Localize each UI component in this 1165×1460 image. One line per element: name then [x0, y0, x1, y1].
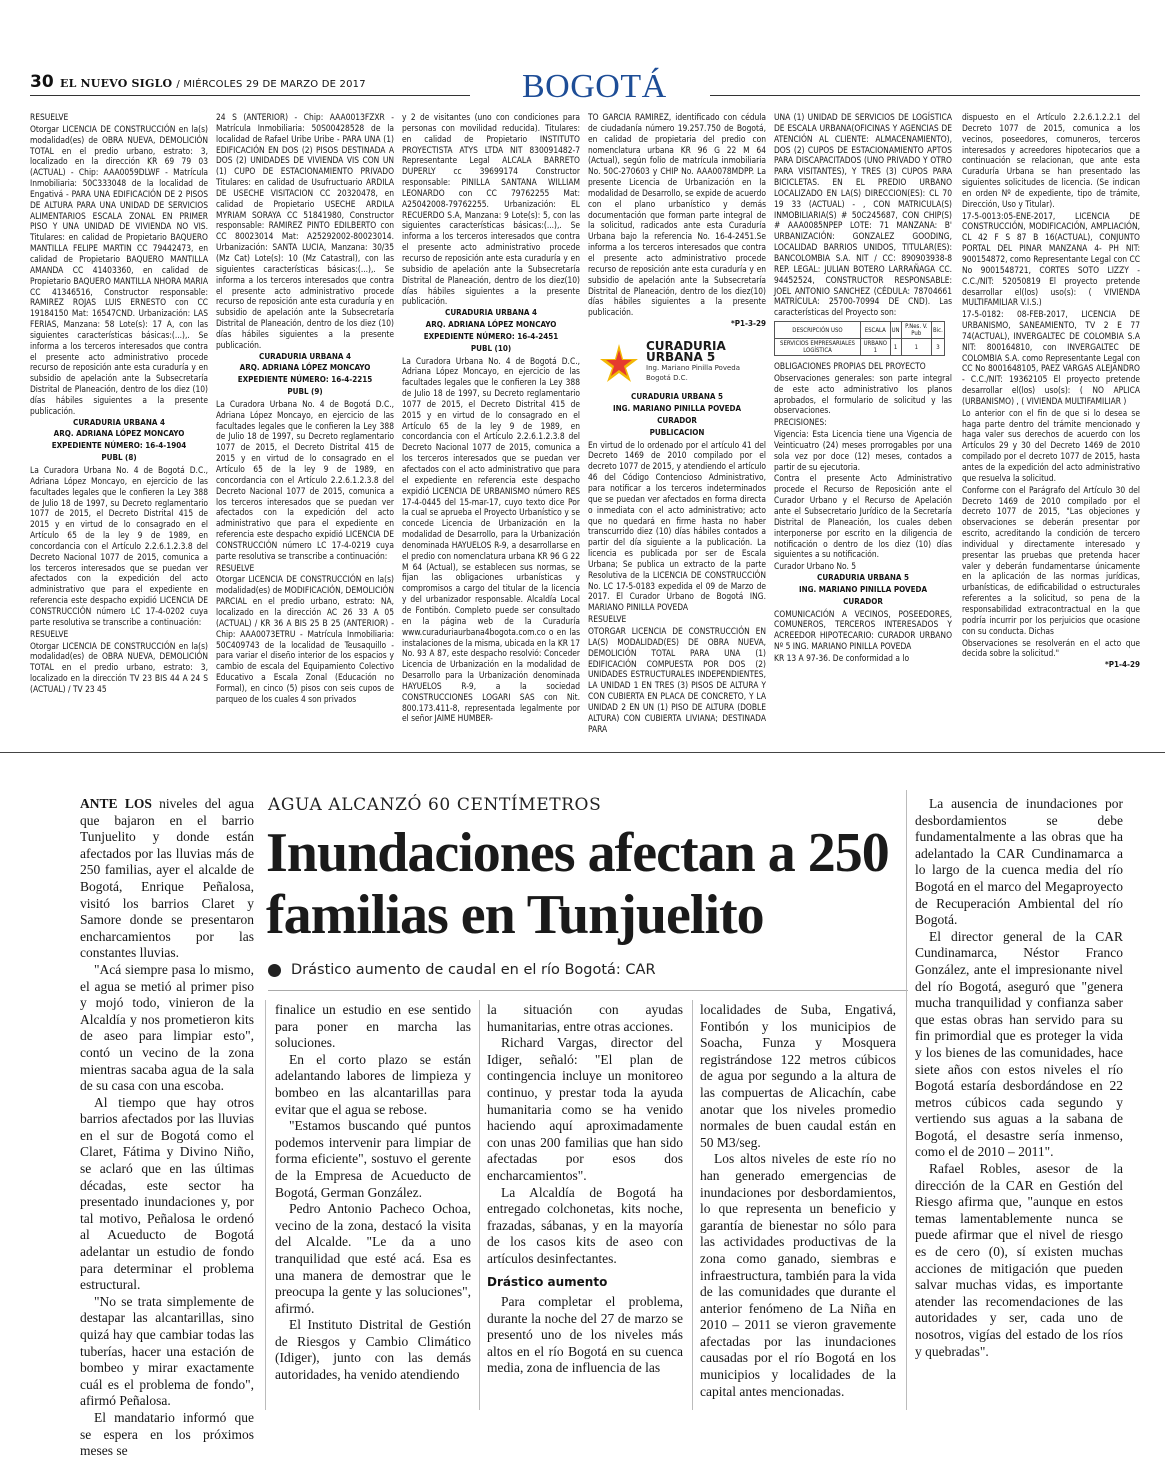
newspaper-title: EL NUEVO SIGLO: [60, 77, 173, 90]
notice-paragraph: RESUELVE: [30, 628, 69, 639]
header-rule-left: [30, 95, 470, 96]
notice-paragraph: RESUELVE: [588, 614, 627, 625]
notice-paragraph: PRECISIONES:: [774, 417, 827, 428]
notice-paragraph: EXPEDIENTE NÚMERO: 16-4-1904: [51, 441, 187, 451]
article-column-5: [915, 796, 1123, 1416]
article-paragraph: Rafael Robles, asesor de la dirección de la CAR en Gestión del Riesgo afirma que, "aunque en estos temas lamentablemente nunca se puede afirmar que el nivel de riesgo es de cero (0), sí existen muchas acciones de mitigación que pueden salvar muchas vidas, es importante atender las recomendaciones de las autoridades y ser, cada uno de nosotros, vigías del estado de los ríos y quebradas".: [915, 1161, 1123, 1359]
notice-paragraph: UNA (1) UNIDAD DE SERVICIOS DE LOGÍSTICA DE ESCALA URBANA(OFICINAS Y AGENCIAS DE ATENCIÓN AL CLIENTE: ALMACENAMIENTO), DOS (2) CUPOS DE ESTACIONAMIENTO APTOS PARA DISCAPACITADOS (UNO PRIVADO Y OTRO PARA VISITANTES), Y TRES (3) CUPOS PARA BICICLETAS. EN EL PREDIO URBANO LOCALIZADO EN LA(S) DIRECCION(ES): CL 70 19 33 (ACTUAL) - , CON MATRICULA(S) INMOBILIARIA(S) # 50C245687, CON CHIP(S) # AAA0085NPEP LOTE: 71 MANZANA: B' URBANIZACIÓN: GONZALEZ GOODING, LOCALIDAD BARRIOS UNIDOS, TITULAR(ES): BANCOLOMBIA S.A. NIT / CC: 890903938-8 REP. LEGAL: JULIAN BOTERO LARRAÑAGA CC. 94452524, CONSTRUCTOR RESPONSABLE: JOEL ANTONIO SANCHEZ (CÉDULA: 78704661 MATRÍCULA: 25700-70994 DE CND). Las características del Proyecto son:: [774, 112, 952, 318]
table-cell: 3: [931, 339, 944, 356]
notice-paragraph: Vigencia: Esta Licencia tiene una Vigencia de Veinticuatro (24) meses prorrogables por una sola vez por doce (12) meses, contados a partir de su ejecutoria.: [774, 429, 952, 472]
article-column-2: [275, 1002, 471, 1422]
article-subheadline: [268, 962, 656, 978]
notice-paragraph: CURADOR: [657, 415, 697, 425]
table-header-cell: DESCRIPCIÓN USO: [775, 322, 861, 339]
notice-column-3: [402, 112, 580, 744]
notice-paragraph: 17-5-0013:05-ENE-2017, LICENCIA DE CONSTRUCCIÓN, MODIFICACIÓN, AMPLIACIÓN, CL 42 F S 87 B 16(ACTUAL), CONJUNTO PORTAL DEL PINAR MANZANA 4- PH NIT: 900154872, como Representante Legal con CC No 9001548721, CORTES SOTO LIZZY - C.C./NIT: 52050819 El proyecto pretende desarrollar el(los) uso(s): ( VIVIENDA MULTIFAMILIAR V.I.S.): [962, 210, 1140, 308]
column-rule: [692, 1000, 693, 1410]
curaduria-star-icon: [598, 342, 640, 384]
article-paragraph: El mandatario informó que se espera en los próximos meses se: [80, 1409, 254, 1459]
notice-paragraph: *P1-4-29: [1104, 660, 1140, 670]
article-paragraph: Los altos niveles de este río no han generado emergencias de inundaciones por desbordamientos, lo que representa un beneficio y garantía de bienestar no sólo para las actividades productivas de la zona como ganado, siembras e infraestructura, también para la vida de las comunidades que durante el anterior fenómeno de La Niña en 2010 – 2011 se vieron gravemente afectadas por las inundaciones causadas por el río Bogotá en los municipios y localidades de la capital antes mencionadas.: [700, 1151, 896, 1399]
column-rule: [265, 1000, 266, 1410]
article-paragraph: Richard Vargas, director del Idiger, señaló: "El plan de contingencia incluye un monitoreo continuo, y prestar toda la ayuda humanitaria como se ha venido haciendo aquí aproximadamente con unas 200 familias que han sido afectadas por esos dos encharcamientos".: [487, 1035, 683, 1183]
notice-paragraph: ARQ. ADRIANA LÓPEZ MONCAYO: [239, 363, 371, 373]
notice-paragraph: CURADURIA URBANA 4: [445, 308, 537, 318]
notice-column-1: [30, 112, 208, 744]
notice-paragraph: En virtud de lo ordenado por el artículo 41 del Decreto 1469 de 2010 compilado por el decreto 1077 de 2015, y atendiendo el artículo 46 del Código Contencioso Administrativo, para notificar a los terceros indeterminados que se puedan ver afectados en forma directa o inmediata con el acto administrativo; acto que no quedará en firme hasta no haber transcurrido diez (10) días hábiles contados a partir del día siguiente a la publicación. La licencia es publicada por ser de Escala Urbana; Se publica un extracto de la parte Resolutiva de la LICENCIA DE CONSTRUCCIÓN No. LC 17-5-0183 expedida el 09 de Marzo de 2017. El Curador Urbano de Bogotá ING. MARIANO PINILLA POVEDA: [588, 439, 766, 613]
notice-paragraph: OTORGAR LICENCIA DE CONSTRUCCIÓN EN LA(S) MODALIDAD(ES) DE OBRA NUEVA, DEMOLICIÓN TOTAL PARA UNA (1) EDIFICACIÓN COMPUESTA POR DOS (2) UNIDADES ESTRUCTURALES INDEPENDIENTES, LA UNIDAD 1 EN TRES (3) PISOS DE ALTURA Y CON CUBIERTA EN PLACA DE CONCRETO, Y LA UNIDAD 2 EN UN (1) PISO DE ALTURA (DOBLE ALTURA) CON CUBIERTA LIVIANA; DESTINADA PARA: [588, 625, 766, 734]
notice-column-2: [216, 112, 394, 744]
table-cell: URBANO 1: [860, 339, 890, 356]
notice-paragraph: Observaciones generales: son parte integral de este acto administrativo los planos aprobados, el formulario de solicitud y las observaciones.: [774, 372, 952, 416]
notice-paragraph: La Curadora Urbana No. 4 de Bogotá D.C., Adriana López Moncayo, en ejercicio de las facultades legales que le confieren la Ley 388 de Julio 18 de 1997, su Decreto reglamentario 1077 de 2015, el Decreto Distrital 415 de 2015 y en virtud de lo consagrado en el Artículo 65 de la ley 9 de 1989, en concordancia con el Artículo 2.2.6.1.2.3.8 del Decreto Nacional 1077 de 2015, comunica a los terceros interesados que se puedan ver afectados con el acto administrativo que para el expediente en referencia este despacho expidió LICENCIA DE URBANISMO número RES 17-4-0445 del 15-mar-17, cuyo texto dice Por la cual se aprueba el Proyecto Urbanístico y se concede Licencia de Urbanización en la modalidad de Desarrollo, para la Urbanización denominada HAYUELOS R-9, a desarrollarse en el predio con nomenclatura urbana KR 96 G 22 M 64 (Actual), se establecen sus normas, se fijan las obligaciones urbanísticas y compromisos a cargo del titular de la licencia y del urbanizador responsable. Alcaldía Local de Fontibón. Completo puede ser consultado en la página web de la Curaduría www.curaduriaurbana4bogota.com.co o en las instalaciones de la misma, ubicada en la KR 17 No. 93 A 87, este despacho resolvió: Conceder Licencia de Urbanización en la modalidad de Desarrollo para la Urbanización denominada HAYUELOS R-9, a la sociedad CONSTRUCCIONES LOGARI SAS con Nit. 800.173.411-8, representada legalmente por el señor JAIME HUMBER-: [402, 355, 580, 724]
notice-paragraph: RESUELVE: [216, 562, 255, 573]
table-cell: SERVICIOS EMPRESARIALES LOGÍSTICA: [775, 339, 861, 356]
notice-paragraph: CURADOR: [843, 596, 883, 606]
notice-paragraph: Otorgar LICENCIA DE CONSTRUCCIÓN en la(s) modalidad(es) de MODIFICACIÓN, DEMOLICIÓN PARCIAL en el predio urbano, estrato: NA, localizado en la dirección AC 26 33 A 05 (ACTUAL) / KR 36 A BIS 25 B 25 (ANTERIOR) - Chip: AAA0073ETRU - Matrícula Inmobiliaria: 50C409743 de la localidad de Teusaquillo - para variar el diseño interior de los espacios y cambio de escala del Equipamiento Colectivo Educativo a Escala Zonal (Educación no Formal), en cinco (5) pisos con seis cupos de parqueo de los cuales 4 son privados: [216, 574, 394, 704]
subheadline-rule: [268, 990, 908, 991]
table-header-cell: ESCALA: [860, 322, 890, 339]
curaduria-logo: [588, 331, 766, 392]
notice-paragraph: Observaciones se resolverán en el acto que decida sobre la solicitud.": [962, 637, 1140, 659]
logo-title: CURADURIA URBANA 5: [646, 338, 726, 364]
column-rule: [906, 790, 907, 1410]
article-paragraph: La ausencia de inundaciones por desbordamientos se debe fundamentalmente a las obras que ha adelantado la CAR Cundinamarca a lo largo de la cuenca media del río Bogotá en el marco del Megaproyecto de Recuperación Ambiental del río Bogotá.: [915, 796, 1123, 928]
article-subhead: Drástico aumento: [487, 1274, 608, 1289]
article-paragraph: [80, 796, 254, 962]
notice-paragraph: KR 13 A 97-36. De conformidad a lo: [774, 652, 910, 663]
table-cell: 1: [901, 339, 931, 356]
subheadline-text: Drástico aumento de caudal en el río Bogotá: CAR: [291, 962, 656, 978]
logo-subtitle-2: Bogotá D.C.: [646, 374, 688, 383]
notice-paragraph: Lo anterior con el fin de que si lo desea se haga parte dentro del trámite mencionado y haga valer sus derechos de acuerdo con los Artículos 29 y 30 del Decreto 1469 de 2010 compilado por el decreto 1077 de 2015, hasta antes de la expedición del acto administrativo que resuelva la solicitud.: [962, 407, 1140, 483]
article-lead-text: niveles del agua que bajaron en el barrio Tunjuelito y donde están afectados por las lluvias más de 250 familias, ayer el alcalde de Bogotá, Enrique Peñalosa, visitó los barrios Claret y Samore donde se presentaron encharcamientos por las constantes lluvias.: [80, 796, 254, 961]
article-paragraph: El Instituto Distrital de Gestión de Riesgos y Cambio Climático (Idiger), junto con las demás autoridades, ha venido atendiendo: [275, 1317, 471, 1383]
article-column-1: [80, 796, 254, 1459]
newspaper-name: [60, 77, 366, 90]
notice-paragraph: COMUNICACIÓN A VECINOS, POSEEDORES, COMUNEROS, TERCEROS INTERESADOS Y ACREEDOR HIPOTECARIO: CURADOR URBANO Nº 5 ING. MARIANO PINILLA POVEDA: [774, 608, 952, 652]
article-kicker: AGUA ALCANZÓ 60 CENTÍMETROS: [268, 795, 602, 815]
notice-paragraph: ARQ. ADRIANA LÓPEZ MONCAYO: [53, 429, 185, 439]
notice-column-4: [588, 112, 766, 744]
article-lead-words: ANTE LOS: [80, 796, 152, 811]
article-paragraph: la situación con ayudas humanitarias, entre otras acciones.: [487, 1002, 683, 1034]
notice-paragraph: RESUELVE: [30, 112, 69, 122]
article-paragraph: localidades de Suba, Engativá, Fontibón y los municipios de Soacha, Funza y Mosquera registrándose 122 metros cúbicos de agua por segundo a la altura de las compuertas de Alicachín, cabe anotar que los niveles promedio normales de buen caudal están en 50 M3/seg.: [700, 1002, 896, 1150]
notice-paragraph: La Curadora Urbana No. 4 de Bogotá D.C., Adriana López Moncayo, en ejercicio de las facultades legales que le confieren la Ley 388 de Julio 18 de 1997, su Decreto reglamentario 1077 de 2015, el Decreto Distrital 415 de 2015 y en virtud de lo consagrado en el Artículo 65 de la ley 9 de 1989, en concordancia con el Artículo 2.2.6.1.2.3.8 del Decreto Nacional 1077 de 2015, comunica a los terceros interesados que se puedan ver afectados con la expedición del acto administrativo que para el expediente en referencia este despacho expidió LICENCIA DE CONSTRUCCIÓN número LC 17-4-0219 cuya parte resolutiva se transcribe a continuación:: [216, 398, 394, 561]
column-rule: [479, 1000, 480, 1410]
notice-paragraph: La Curadora Urbana No. 4 de Bogotá D.C., Adriana López Moncayo, en ejercicio de las facultades legales que le confieren la Ley 388 de Julio 18 de 1997, su Decreto reglamentario 1077 de 2015, el Decreto Distrital 415 de 2015 y en virtud de lo consagrado en el Artículo 65 de la ley 9 de 1989, en concordancia con el Artículo 2.2.6.1.2.3.8 del Decreto Nacional 1077 de 2015, comunica a los terceros interesados que se puedan ver afectados con la expedición del acto administrativo que para el expediente en referencia este despacho expidió LICENCIA DE CONSTRUCCIÓN número LC 17-4-0202 cuya parte resolutiva se transcribe a continuación:: [30, 465, 208, 627]
article-paragraph: "Estamos buscando qué puntos podemos intervenir para limpiar de forma eficiente", sostuvo el gerente de la Empresa de Acueducto de Bogotá, German González.: [275, 1118, 471, 1200]
logo-text: [646, 338, 766, 384]
notice-paragraph: Conforme con el Parágrafo del Artículo 30 del Decreto 1469 de 2010 compilado por el decreto 1077 de 2015, "Las objeciones y observaciones se deberán presentar por escrito, acreditando la condición de tercero individual y directamente interesado y presentar las pruebas que pretenda hacer valer y deberán fundamentarse únicamente en la aplicación de las normas jurídicas, urbanísticas, de edificabilidad o estructurales referentes a la solicitud, so pena de la responsabilidad extracontractual en la que podría incurrir por los perjuicios que ocasione con su conducta. Dichas: [962, 484, 1140, 636]
article-paragraph: "Acá siempre pasa lo mismo, el agua se metió al primer piso y mojó todo, vinieron de la Alcaldía y nos prometieron kits de aseo para limpiar esto", contó un vecino de la zona mientras sacaba agua de la sala de su casa con una escoba.: [80, 961, 254, 1094]
page-header: [30, 68, 1140, 105]
article-paragraph: La Alcaldía de Bogotá ha entregado colchonetas, kits noche, frazadas, sábanas, y en la mayoría de los casos kits de aseo con artículos desinfectantes.: [487, 1184, 683, 1266]
notice-paragraph: Otorgar LICENCIA DE CONSTRUCCIÓN en la(s) modalidad(es) de OBRA NUEVA, DEMOLICIÓN TOTAL en el predio urbano, estrato: 3, localizado en la dirección KR 69 79 03 (ACTUAL) - Chip: AAA0059DLWF - Matrícula Inmobiliaria: 50C333048 de la localidad de Engativá - PARA UNA EDIFICACIÓN DE 2 PISOS DE ALTURA PARA UNA UNIDAD DE SERVICIOS ALIMENTARIOS ESCALA ZONAL EN PRIMER PISO Y UNA UNIDAD DE VIVIENDA NO VIS. Titulares: en calidad de Propietario BAQUERO MANTILLA FELIPE MARTIN CC 79442473, en calidad de Propietario BAQUERO MANTILLA AMANDA CC 41403360, en calidad de Propietario BAQUERO MANTILLA NHORA MARIA CC 41346516, Constructor responsable: RAMIREZ ROJAS LUIS ERNESTO con CC 19184150 Mat: 16547CND. Urbanización: LAS FERIAS, Manzana: 58 Lote(s): 17 A, con las siguientes características básicas:(...),. Se informa a los terceros interesados que contra el presente acto administrativo procede recurso de reposición ante esta curaduría y en subsidio de apelación ante la Subsecretaría Distrital de Planeación, dentro de los diez (10) días hábiles siguientes a la presente publicación.: [30, 123, 208, 416]
notice-paragraph: PUBL (9): [287, 387, 323, 397]
article-paragraph: Pedro Antonio Pacheco Ochoa, vecino de la zona, destacó la visita del Alcalde. "Le da a uno tranquilidad que esté acá. Esa es una manera de demostrar que le preocupa la gente y las soluciones", afirmó.: [275, 1201, 471, 1316]
notice-column-6: [962, 112, 1140, 744]
article-paragraph: En el corto plazo se están adelantando labores de limpieza y bombeo en las alcantarillas para evitar que el agua se rebose.: [275, 1051, 471, 1117]
table-cell: 1: [890, 339, 901, 356]
notice-paragraph: CURADURIA URBANA 4: [73, 417, 165, 427]
issue-date: / MIÉRCOLES 29 DE MARZO DE 2017: [176, 79, 366, 90]
notice-column-5: [774, 112, 952, 744]
notice-paragraph: PUBL (10): [470, 343, 512, 353]
notice-paragraph: ING. MARIANO PINILLA POVEDA: [612, 404, 742, 414]
notice-paragraph: PUBLICACION: [649, 427, 705, 437]
notice-paragraph: *P1-3-29: [730, 319, 766, 329]
article-column-4: [700, 1002, 896, 1422]
notice-paragraph: Otorgar LICENCIA DE CONSTRUCCIÓN en la(s) modalidad(es) de OBRA NUEVA, DEMOLICIÓN TOTAL en el predio urbano, estrato: 3, localizado en la dirección TV 23 BIS 44 A 24 S (ACTUAL) / TV 23 45: [30, 640, 208, 694]
notice-paragraph: dispuesto en el Artículo 2.2.6.1.2.2.1 del Decreto 1077 de 2015, comunica a los vecinos, poseedores, comuneros, terceros interesados y acreedores hipotecarios que a continuación se relacionan, que ante esta Curaduría Urbana se han presentado las siguientes solicitudes de licencia. (Se indican en orden Nº de expediente, tipo de trámite, Dirección, Uso y Titular).: [962, 112, 1140, 209]
article-paragraph: "No se trata simplemente de destapar las alcantarillas, sino quizá hay que cambiar todas las tuberías, hacer una estación de bombeo y mirar exactamente cuál es el problema de fondo", afirmó Peñalosa.: [80, 1293, 254, 1409]
notice-paragraph: ING. MARIANO PINILLA POVEDA: [798, 584, 928, 594]
section-divider: [0, 752, 1165, 753]
notice-paragraph: 24 S (ANTERIOR) - Chip: AAA0013FZXR - Matrícula Inmobiliaria: 50S00428528 de la localidad de Rafael Uribe Uribe - PARA UNA (1) EDIFICACIÓN EN DOS (2) PISOS DESTINADA A DOS (2) UNIDADES DE VIVIENDA VIS CON UN (1) CUPO DE ESTACIONAMIENTO PRIVADO Titulares: en calidad de Usufructuario ARDILA DE USECHE VISITACION CC 20320478, en calidad de Propietario USECHE ARDILA MYRIAM SORAYA CC 51841980, Constructor responsable: RAMIREZ PINTO EDILBERTO con CC 80023014 Mat: A25292002-80023014. Urbanización: SANTA LUCIA, Manzana: 30/35 (Mz Cat) Lote(s): 10 (Mz Catastral), con las siguientes características básicas:(...),. Se informa a los terceros interesados que contra el presente acto administrativo procede recurso de reposición ante esta curaduría y en subsidio de apelación ante la Subsecretaría Distrital de Planeación, dentro de los diez (10) días hábiles siguientes a la presente publicación.: [216, 112, 394, 350]
table-header-cell: Bic.: [931, 322, 944, 339]
notice-paragraph: PUBL (8): [101, 453, 137, 463]
article-paragraph: finalice un estudio en ese sentido para poner en marcha las soluciones.: [275, 1002, 471, 1051]
article-headline: Inundaciones afectan a 250 familias en Tunjuelito: [266, 822, 889, 946]
logo-subtitle-1: Ing. Mariano Pinilla Poveda: [646, 363, 741, 372]
notice-paragraph: CURADURIA URBANA 5: [631, 392, 723, 402]
page-number: 30: [30, 72, 54, 92]
notice-paragraph: CURADURIA URBANA 5: [817, 573, 909, 583]
bullet-icon: [268, 964, 281, 977]
section-title: BOGOTÁ: [522, 68, 667, 105]
article-column-3: [487, 1002, 683, 1422]
notice-paragraph: y 2 de visitantes (uno con condiciones para personas con movilidad reducida). Titulares: en calidad de Propietario INSTITUTO PROYECTISTA ATYS LTDA NIT 830091482-7 Representante Legal ALCALA BARRETO DUPERLY cc 39699174 Constructor responsable: PINILLA SANTANA WILLIAM LEONARDO con CC 79762255 Mat: A25042008-79762255. Urbanización: EL RECUERDO S.A, Manzana: 9 Lote(s): 5, con las siguientes características básicas:(...),. Se informa a los terceros interesados que contra el presente acto administrativo procede recurso de reposición ante esta curaduría y en subsidio de apelación ante la Subsecretaría Distrital de Planeación, dentro de los diez(10) días hábiles siguientes a la presente publicación.: [402, 112, 580, 307]
notice-paragraph: EXPEDIENTE NÚMERO: 16-4-2451: [423, 331, 559, 341]
article-paragraph: Para completar el problema, durante la noche del 27 de marzo se presentó uno de los niveles más altos en el río Bogotá en su cuenca media, zona de influencia de las: [487, 1294, 683, 1376]
legal-notices: [30, 112, 1140, 744]
article-paragraph: Al tiempo que hay otros barrios afectados por las lluvias en el sur de Bogotá como el Claret, Fátima y Divino Niño, se aclaró que en las últimas décadas, este sector ha presentado inundaciones y, por tal motivo, Peñalosa le ordenó al Acueducto de Bogotá adelantar un estudio de fondo para determinar el problema estructural.: [80, 1094, 254, 1293]
table-header-cell: P.Nes. V. Pub: [901, 322, 931, 339]
notice-paragraph: ARQ. ADRIANA LÓPEZ MONCAYO: [425, 320, 557, 330]
article-paragraph: El director general de la CAR Cundinamarca, Néstor Franco González, ante el impresionante nivel del río Bogotá, aseguró que "genera mucha tranquilidad y confianza saber que estas obras han servido para su fin primordial que es proteger la vida y los bienes de las comunidades, hace siete años con estos niveles el río Bogotá estaría desbordándose en 22 metros cúbicos cada segundo y vertiendo sus aguas a la sabana de Bogotá, el desastre sería inmenso, como el de 2010 – 2011".: [915, 928, 1123, 1160]
notice-paragraph: OBLIGACIONES PROPIAS DEL PROYECTO: [774, 361, 926, 372]
project-characteristics-table: [774, 321, 945, 356]
notice-paragraph: TO GARCIA RAMIREZ, identificado con cédula de ciudadanía número 19.257.750 de Bogotá, en calidad de propietaria del predio con nomenclatura urbana KR 96 G 22 M 64 (Actual), según folio de matrícula inmobiliaria No. 50C-270603 y CHIP No. AAA0078MDPP. La presente Licencia de Urbanización en la modalidad de Desarrollo, se expide de acuerdo con el plano urbanístico y demás documentación que forman parte integral de la solicitud, radicados ante esta Curaduría Urbana bajo la referencia No. 16-4-2451.Se informa a los terceros interesados que contra el presente acto administrativo procede recurso de reposición ante esta curaduría y en subsidio de apelación ante la Subsecretaría Distrital de Planeación, dentro de los diez(10) días hábiles siguientes a la presente publicación.: [588, 112, 766, 318]
notice-paragraph: 17-5-0182: 08-FEB-2017, LICENCIA DE URBANISMO, SANEAMIENTO, TV 2 E 77 74(ACTUAL), INVERGALTEC DE COLOMBIA S.A NIT: 800164810, con INVERGALTEC DE COLOMBIA S.A. como Representante Legal con CC No 8001648105, PAEZ VARGAS ALEJANDRO - C.C./NIT: 19362105 El proyecto pretende desarrollar el(los) uso(s): ( NO APLICA (URBANISMO) , ( VIVIENDA MULTIFAMILIAR ): [962, 309, 1140, 406]
notice-paragraph: CURADURIA URBANA 4: [259, 351, 351, 361]
notice-paragraph: Contra el presente Acto Administrativo procede el Recurso de Reposición ante el Curador Urbano y el Recurso de Apelación ante el Subsecretario Jurídico de la Secretaría Distrital de Planeación, los cuales deben interponerse por escrito en la diligencia de notificación o dentro de los diez (10) días siguientes a su notificación.: [774, 473, 952, 560]
header-rule-right: [710, 95, 1140, 96]
table-row: [775, 339, 945, 356]
notice-paragraph: Curador Urbano No. 5: [774, 561, 857, 572]
table-header-cell: UN: [890, 322, 901, 339]
notice-paragraph: EXPEDIENTE NÚMERO: 16-4-2215: [237, 375, 373, 385]
